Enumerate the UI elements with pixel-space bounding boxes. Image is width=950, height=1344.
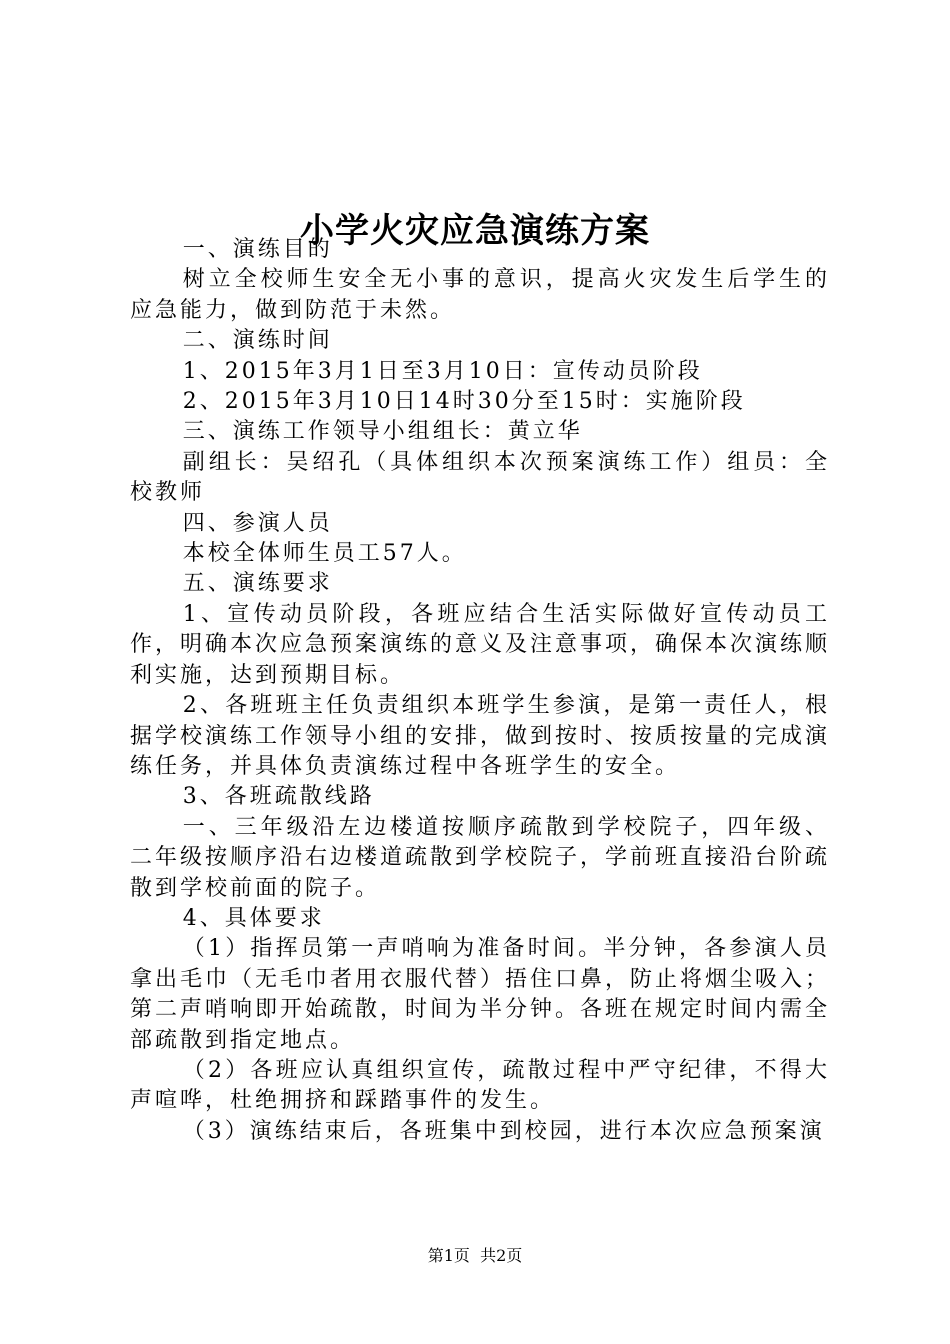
section-heading-purpose: 一、演练目的 <box>182 237 333 262</box>
paragraph-requirement-4: 4、具体要求 <box>182 905 325 931</box>
paragraph-requirement-1: 1、宣传动员阶段，各班应结合生活实际做好宣传动员工作，明确本次应急预案演练的意义及注意事项，确保本次演练顺利实施，达到预期目标。 <box>130 601 831 688</box>
page-footer <box>0 1244 950 1268</box>
paragraph-time-2: 2、2015年3月10日14时30分至15时：实施阶段 <box>182 389 746 415</box>
paragraph-detail-3: （3）演练结束后，各班集中到校园，进行本次应急预案演 <box>182 1118 825 1144</box>
paragraph-detail-2: （2）各班应认真组织宣传，疏散过程中严守纪律，不得大声喧哗，杜绝拥挤和踩踏事件的发生。 <box>130 1057 830 1114</box>
paragraph-time-1: 1、2015年3月1日至3月10日：宣传动员阶段 <box>182 358 703 384</box>
paragraph-requirement-2: 2、各班班主任负责组织本班学生参演，是第一责任人，根据学校演练工作领导小组的安排，做到按时、按质按量的完成演练任务，并具体负责演练过程中各班学生的安全。 <box>130 693 831 779</box>
page-indicator: 第1页 共2页 <box>427 1246 523 1265</box>
paragraph-leadership: 副组长：吴绍孔（具体组织本次预案演练工作）组员：全校教师 <box>130 449 830 506</box>
paragraph-evacuation-routes: 一、三年级沿左边楼道按顺序疏散到学校院子，四年级、二年级按顺序沿右边楼道疏散到学校院子，学前班直接沿台阶疏散到学校前面的院子。 <box>130 814 831 901</box>
section-heading-time: 二、演练时间 <box>182 328 333 354</box>
section-heading-leadership: 三、演练工作领导小组组长：黄立华 <box>182 419 583 445</box>
paragraph-participants: 本校全体师生员工57人。 <box>182 541 467 567</box>
section-heading-requirements: 五、演练要求 <box>182 571 333 597</box>
document-title: 小学火灾应急演练方案 <box>300 210 650 251</box>
section-heading-participants: 四、参演人员 <box>182 510 333 536</box>
paragraph-detail-1: （1）指挥员第一声哨响为准备时间。半分钟，各参演人员拿出毛巾（无毛巾者用衣服代替）捂住口鼻，防止将烟尘吸入；第二声哨响即开始疏散，时间为半分钟。各班在规定时间内需全部疏散到指定地点。 <box>130 936 831 1053</box>
paragraph-requirement-3: 3、各班疏散线路 <box>182 784 375 810</box>
document-body <box>130 235 830 1147</box>
paragraph-purpose: 树立全校师生安全无小事的意识，提高火灾发生后学生的应急能力，做到防范于未然。 <box>130 267 830 323</box>
